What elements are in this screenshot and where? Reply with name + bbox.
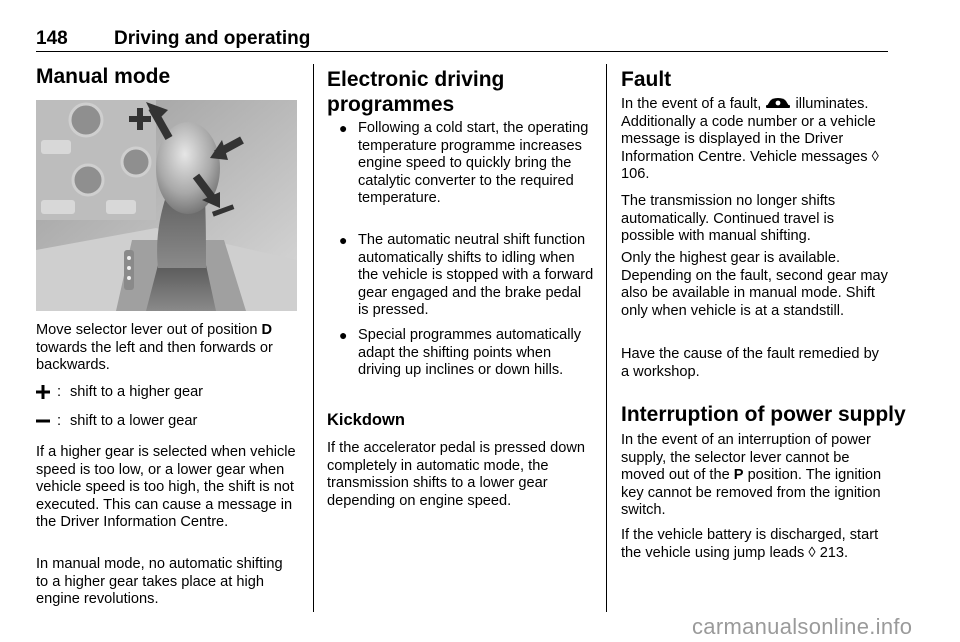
plus-meaning: shift to a higher gear [70,384,204,400]
text: If the vehicle battery is discharged, start the vehicle using jump leads [621,527,879,561]
bullet-special-programmes [327,327,593,399]
text: towards the left and then forwards or backwards. [36,339,273,374]
para-highest-gear [621,250,889,320]
watermark: carmanualsonline.info [692,614,913,639]
para-battery-discharged [621,527,889,562]
gear-letter-p: P [733,467,744,484]
column-divider-2 [606,64,607,612]
text: The transmission no longer shifts automatically. Continued travel is possible with manual shifting. [621,193,836,245]
text: If a higher gear is selected when vehicle speed is too low, or a lower gear when vehicle speed is too high, the shift is not executed. This can cause a message in the Driver Information Centre. [36,444,296,531]
plus-icon [36,385,50,399]
gear-letter-d: D [261,322,273,338]
running-title: Driving and operating [114,28,311,49]
text: Only the highest gear is available. Depending on the fault, second gear may also be available in manual mode. Shift only when vehicle is at a standstill. [621,250,888,319]
page-header [36,28,888,52]
para-kickdown [327,440,593,510]
text: illuminates. Additionally a code number or a vehicle message is displayed in the Driver Information Centre. Vehicle messages [621,96,876,165]
para-no-longer-shifts [621,193,889,246]
minus-icon [36,414,50,428]
text: Have the cause of the fault remedied by a workshop. [621,346,879,380]
gear-lever-photo [36,100,297,311]
column-divider-1 [313,64,314,612]
heading-kickdown: Kickdown [327,411,405,429]
para-fault-illuminates [621,96,889,184]
page-ref[interactable]: 213. [819,544,849,561]
para-power-interruption [621,432,889,520]
heading-electronic-programmes: Electronic driving programmes [327,68,505,116]
minus-meaning: shift to a lower gear [70,413,198,429]
bullet-dot: ● [339,232,348,248]
heading-manual-mode: Manual mode [36,65,171,88]
definition-colon: : [57,384,62,400]
text: In the event of a fault, [621,96,766,112]
bullet-text: Special programmes automatically adapt the shifting points when driving up inclines or down hills. [358,327,582,379]
text: In the event of an interruption of power supply, the selector lever cannot be moved out of the [621,432,871,484]
text: position. The ignition key cannot be removed from the ignition switch. [621,467,882,519]
page-number: 148 [36,28,68,49]
bullet-text: The automatic neutral shift function automatically shifts to idling when the vehicle is stopped with a forward gear engaged and the brake pedal is pressed. [358,232,594,319]
bullet-dot: ● [339,327,348,343]
para-move-selector [36,322,298,375]
para-no-auto-shift [36,556,298,609]
page-ref-arrow: ◊ [871,148,879,165]
page-ref[interactable]: 106. [621,166,650,183]
heading-power-interruption: Interruption of power supply [621,403,906,426]
car-gear-warning-icon [765,97,791,110]
para-workshop [621,346,889,381]
text: Move selector lever out of position [36,322,262,338]
bullet-dot: ● [339,120,348,136]
definition-colon: : [57,413,62,429]
bullet-text: Following a cold start, the operating temperature programme increases engine speed to quickly bring the catalytic converter to the required temperature. [358,120,589,207]
bullet-neutral-shift [327,232,593,322]
text: In manual mode, no automatic shifting to a higher gear takes place at high engine revolutions. [36,556,283,608]
heading-fault: Fault [621,68,672,91]
page-ref-arrow: ◊ [808,544,816,561]
bullet-cold-start [327,120,593,230]
para-gear-speed [36,444,298,532]
text: If the accelerator pedal is pressed down completely in automatic mode, the transmission shifts to a lower gear depending on engine speed. [327,440,585,509]
